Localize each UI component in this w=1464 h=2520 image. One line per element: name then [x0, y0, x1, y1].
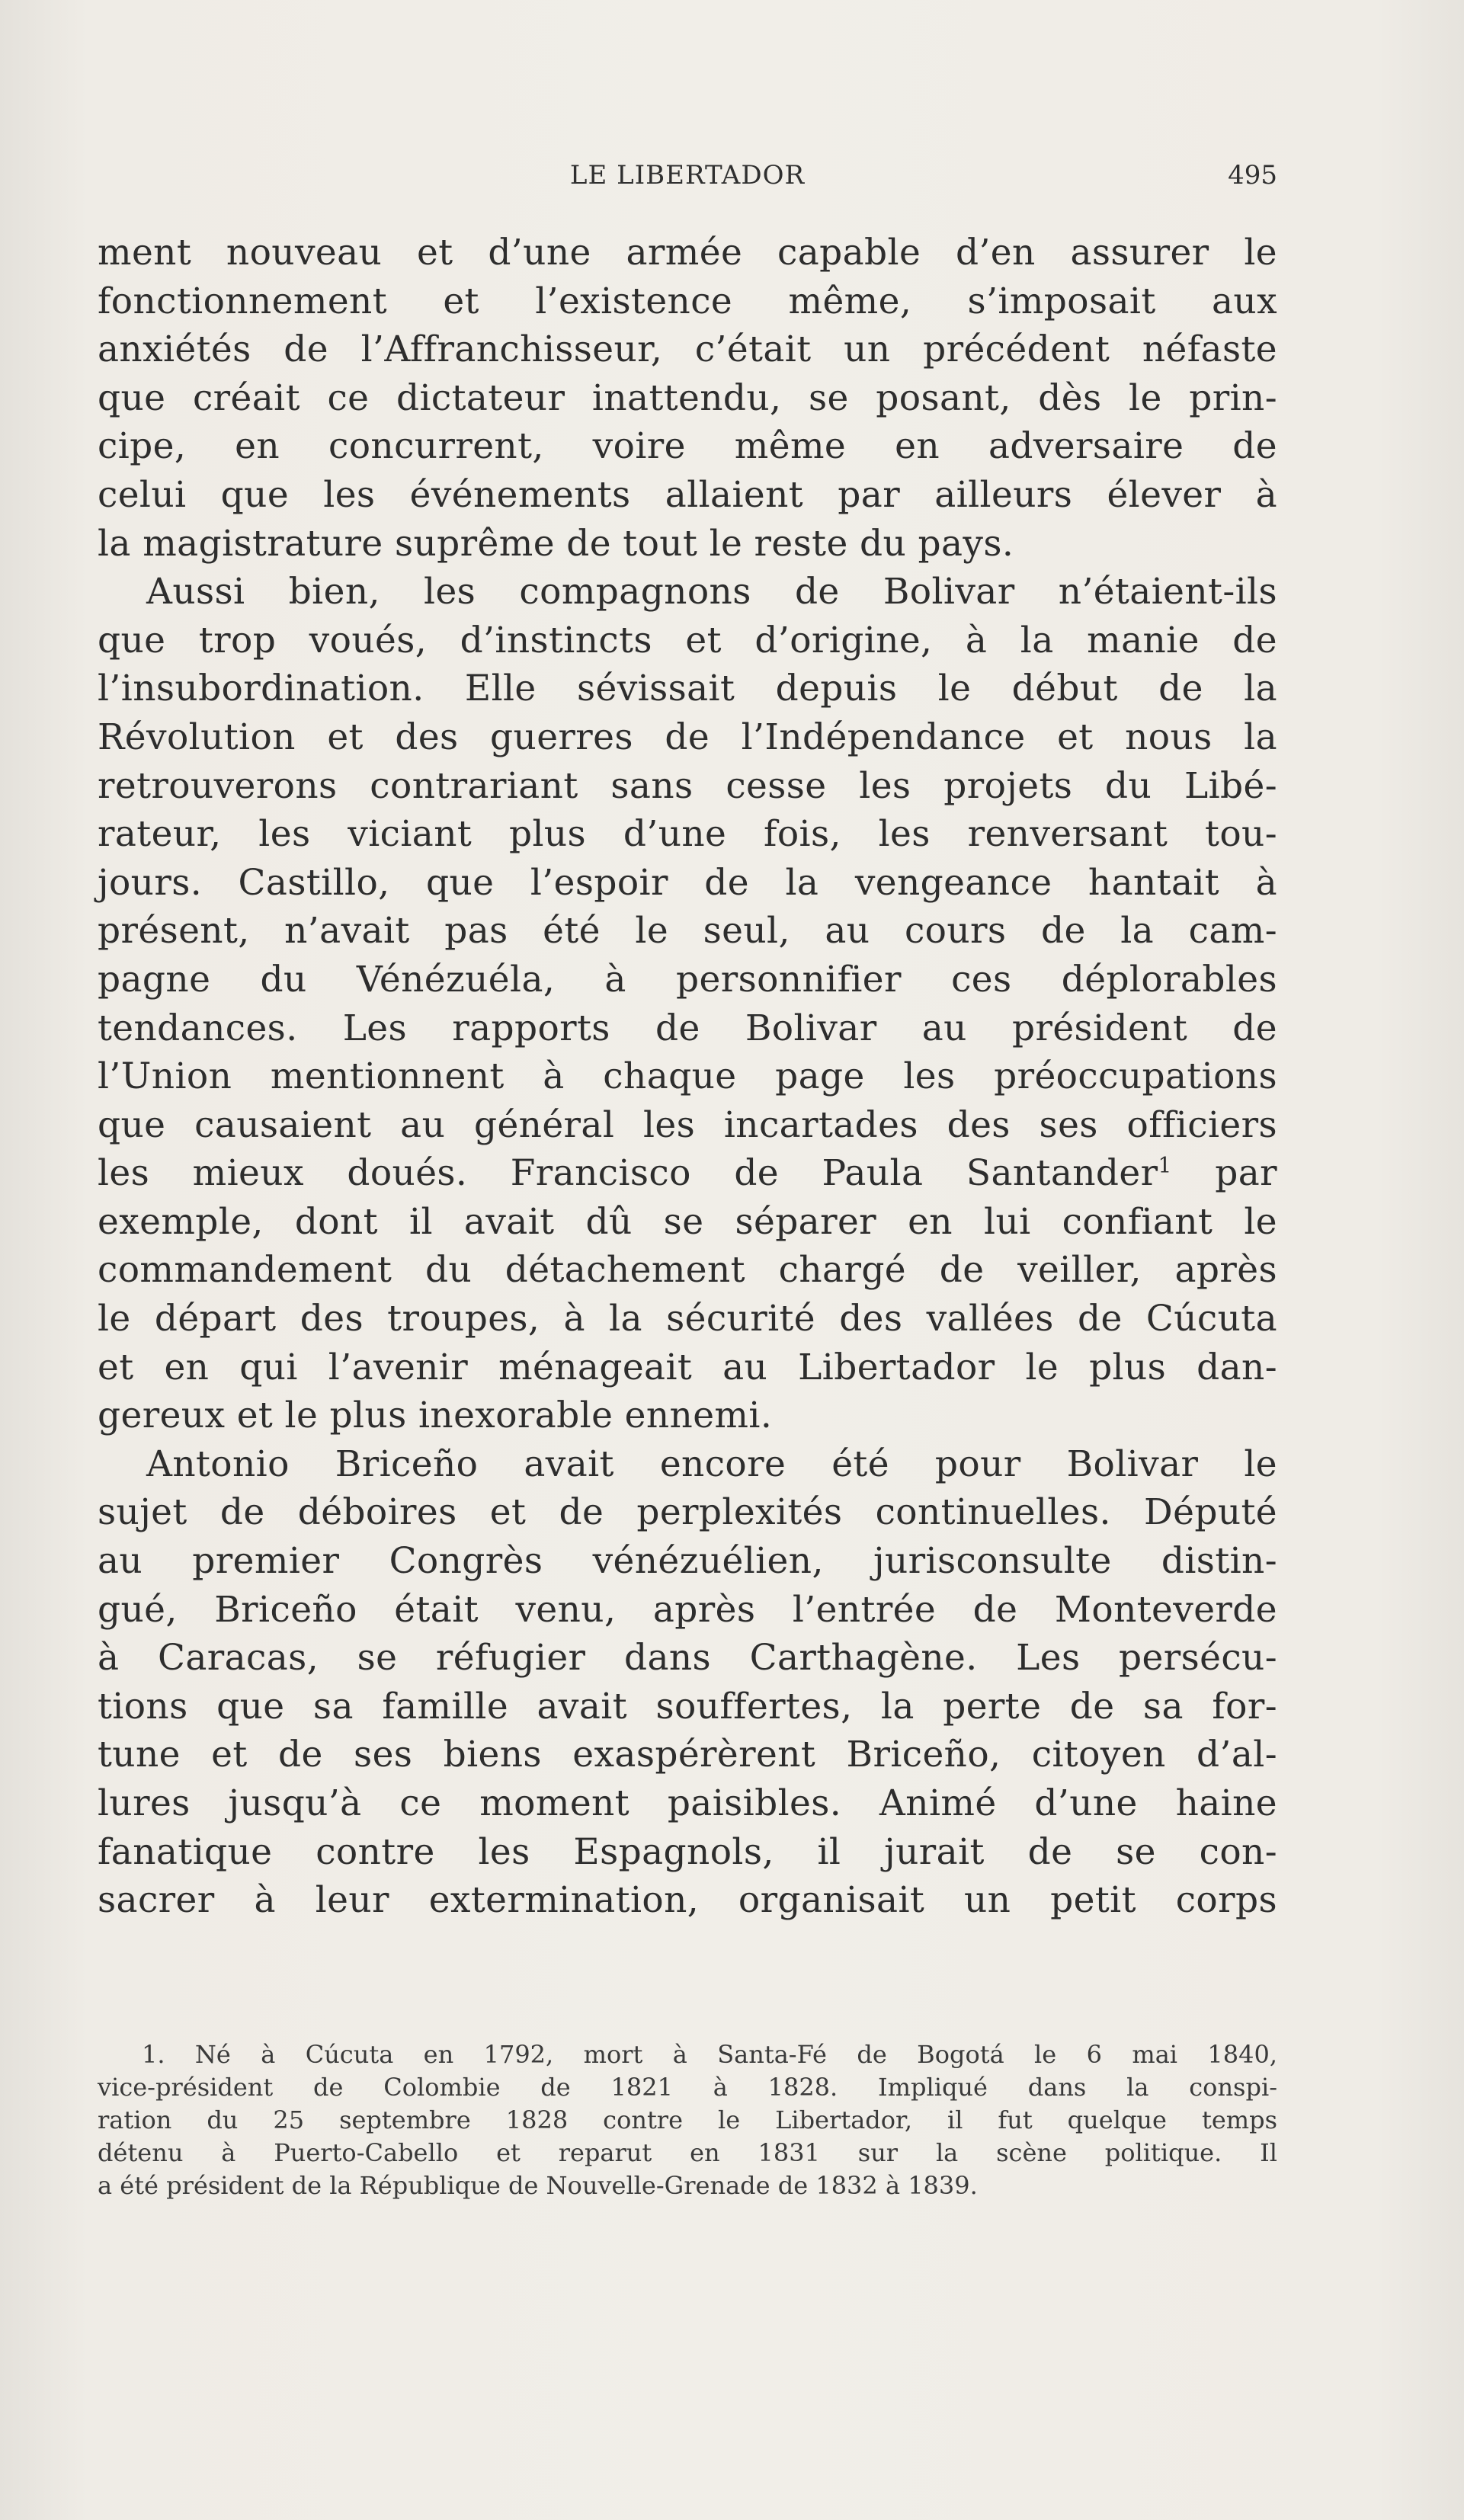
running-title: LE LIBERTADOR — [569, 160, 806, 191]
text-line: la magistrature suprême de tout le reste du pays. — [98, 522, 1014, 565]
text-line: sujet de déboires et de perplexités continuelles. Député — [98, 1491, 1277, 1534]
text-line: fonctionnement et l’existence même, s’imposait aux — [98, 280, 1277, 322]
text-line: au premier Congrès vénézuélien, jurisconsulte distin- — [98, 1540, 1277, 1583]
text-line: le départ des troupes, à la sécurité des vallées de Cúcuta — [98, 1298, 1277, 1340]
text-line-with-note — [98, 1149, 1277, 1198]
text-line: tions que sa famille avait souffertes, la perte de sa for- — [98, 1685, 1277, 1727]
text-line: l’insubordination. Elle sévissait depuis le début de la — [98, 668, 1277, 710]
text-line: tune et de ses biens exaspérèrent Briceño, citoyen d’al- — [98, 1734, 1277, 1776]
text-line: rateur, les viciant plus d’une fois, les renversant tou- — [98, 813, 1277, 856]
text-line: celui que les événements allaient par ailleurs élever à — [98, 473, 1277, 516]
text-line: anxiétés de l’Affranchisseur, c’était un précédent néfaste — [98, 328, 1277, 371]
text-line: tendances. Les rapports de Bolivar au président de — [98, 1007, 1277, 1049]
footnote-line: détenu à Puerto-Cabello et reparut en 1831 sur la scène politique. Il — [98, 2138, 1277, 2167]
text-line: présent, n’avait pas été le seul, au cours de la cam- — [98, 910, 1277, 953]
paragraph-first-line: Aussi bien, les compagnons de Bolivar n’étaient-ils — [146, 571, 1277, 613]
text-line: gereux et le plus inexorable ennemi. — [98, 1394, 773, 1437]
text-segment: les mieux doués. Francisco de Paula Santander — [98, 1152, 1158, 1195]
text-line: à Caracas, se réfugier dans Carthagène. Les persécu- — [98, 1637, 1277, 1679]
footnote-line: ration du 25 septembre 1828 contre le Libertador, il fut quelque temps — [98, 2105, 1277, 2134]
text-segment: par — [1171, 1152, 1278, 1195]
text-line: commandement du détachement chargé de veiller, après — [98, 1249, 1277, 1292]
text-line: Révolution et des guerres de l’Indépendance et nous la — [98, 716, 1277, 758]
text-line: cipe, en concurrent, voire même en adversaire de — [98, 425, 1277, 468]
text-line: exemple, dont il avait dû se séparer en lui confiant le — [98, 1200, 1277, 1243]
text-line: pagne du Vénézuéla, à personnifier ces déplorables — [98, 958, 1277, 1001]
page-number: 495 — [1228, 160, 1277, 191]
main-text — [98, 229, 1277, 1925]
text-line: l’Union mentionnent à chaque page les préoccupations — [98, 1055, 1277, 1098]
text-line: fanatique contre les Espagnols, il jurait de se con- — [98, 1830, 1277, 1873]
page-header — [98, 152, 1277, 198]
text-line: que causaient au général les incartades des ses officiers — [98, 1103, 1277, 1146]
text-line: et en qui l’avenir ménageait au Libertador le plus dan- — [98, 1346, 1277, 1388]
paragraph-first-line: Antonio Briceño avait encore été pour Bolivar le — [146, 1443, 1277, 1485]
footnote-reference[interactable]: 1 — [1158, 1152, 1172, 1178]
footnote-line: a été président de la République de Nouvelle-Grenade de 1832 à 1839. — [98, 2171, 978, 2200]
text-line: sacrer à leur extermination, organisait un petit corps — [98, 1879, 1277, 1922]
text-line: ment nouveau et d’une armée capable d’en assurer le — [98, 232, 1277, 274]
text-line: lures jusqu’à ce moment paisibles. Animé d’une haine — [98, 1782, 1277, 1824]
text-line: jours. Castillo, que l’espoir de la vengeance hantait à — [98, 861, 1277, 904]
text-line: retrouverons contrariant sans cesse les projets du Libé- — [98, 764, 1277, 807]
text-line: que trop voués, d’instincts et d’origine, à la manie de — [98, 619, 1277, 661]
footnote-line: 1. Né à Cúcuta en 1792, mort à Santa-Fé de Bogotá le 6 mai 1840, — [142, 2040, 1277, 2069]
text-line: gué, Briceño était venu, après l’entrée de Monteverde — [98, 1588, 1277, 1631]
text-line: que créait ce dictateur inattendu, se posant, dès le prin- — [98, 376, 1277, 419]
footnote-line: vice-président de Colombie de 1821 à 1828. Impliqué dans la conspi- — [98, 2073, 1277, 2102]
footnotes — [98, 2038, 1277, 2202]
